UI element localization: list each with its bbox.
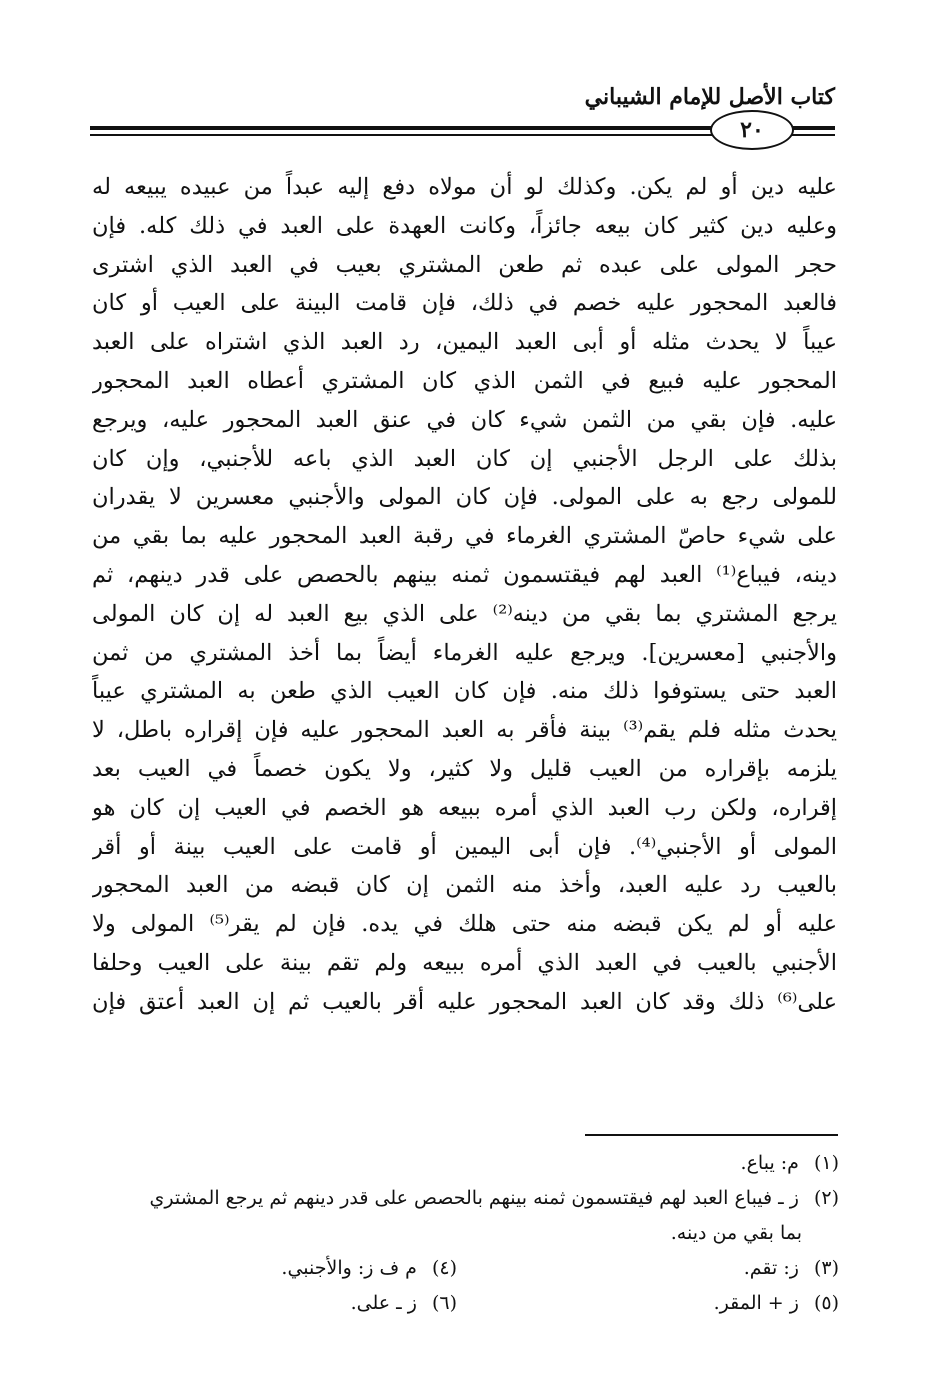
footnote-3: [744, 1253, 839, 1283]
text-line: يرجع المشتري بما بقي من دينه⁽²⁾ على الذي بيع العبد له إن كان المولى: [92, 600, 837, 627]
page-header: [90, 60, 835, 160]
text-line: عيباً لا يحدث مثله أو أبى العبد اليمين، رد العبد الذي اشتراه على العبد: [92, 329, 837, 356]
text-line: على شيء حاصّ المشتري الغرماء في رقبة العبد المحجور عليه بما بقي من: [92, 523, 837, 550]
footnote-number: (٥): [813, 1292, 839, 1314]
text-line: يحدث مثله فلم يقم⁽³⁾ بينة فأقر به العبد المحجور عليه فإن إقراره باطل، لا: [92, 717, 837, 744]
footnote-2: [150, 1183, 839, 1213]
text-line: فالعبد المحجور عليه خصم في ذلك، فإن قامت البينة على العيب أو كان: [92, 290, 837, 317]
footnote-6: [351, 1288, 457, 1318]
text-line: حجر المولى على عبده ثم طعن المشتري بعيب في العبد الذي اشترى: [92, 251, 837, 278]
footnote-5: [714, 1288, 839, 1318]
main-text: [92, 168, 837, 1022]
footnote-number: (٤): [431, 1257, 457, 1279]
text-line: للمولى رجع به على المولى. فإن كان المولى والأجنبي معسرين لا يقدران: [92, 484, 837, 511]
text-line: عليه. فإن بقي من الثمن شيء كان في عنق العبد المحجور عليه، ويرجع: [92, 406, 837, 433]
text-line: عليه أو لم يكن قبضه منه حتى هلك في يده. فإن لم يقر⁽⁵⁾ المولى ولا: [92, 911, 837, 938]
footnote-text: ز + المقر.: [713, 1292, 799, 1314]
text-line: والأجنبي [معسرين]. ويرجع عليه الغرماء أيضاً بما أخذ المشتري من ثمن: [92, 639, 837, 666]
footnote-text: م: يباع.: [740, 1152, 799, 1174]
text-line: الأجنبي بالعيب في العبد الذي أمره ببيعه ولم تقم بينة على العيب وحلفا: [92, 949, 837, 976]
footnote-4: [281, 1253, 457, 1283]
text-line: يلزمه بإقراره من العيب قليل ولا كثير، ولا يكون خصماً في العيب بعد: [92, 755, 837, 782]
footnote-number: (١): [813, 1152, 839, 1174]
footnote-1: [741, 1148, 839, 1178]
footnote-separator: [585, 1134, 838, 1136]
page-number-badge: [710, 110, 794, 150]
footnote-number: (٢): [813, 1187, 839, 1209]
text-line: المحجور عليه فبيع في الثمن الذي كان المشتري أعطاه العبد المحجور: [92, 367, 837, 394]
text-line: دينه، فيباع⁽¹⁾ العبد لهم فيقتسمون ثمنه بينهم بالحصص على قدر دينهم، ثم: [92, 561, 837, 588]
text-line: إقراره، ولكن رب العبد الذي أمره ببيعه هو الخصم في العيب إن كان هو: [92, 794, 837, 821]
book-title: كتاب الأصل للإمام الشيباني: [584, 84, 835, 110]
footnote-number: (٣): [813, 1257, 839, 1279]
footnote-text: م ف ز: والأجنبي.: [281, 1257, 417, 1279]
footnote-text: ز ـ على.: [350, 1292, 417, 1314]
page-number: ٢٠: [740, 117, 764, 143]
footnote-text: ز ـ فيباع العبد لهم فيقتسمون ثمنه بينهم بالحصص على قدر دينهم ثم يرجع المشتري: [149, 1187, 799, 1209]
text-line: عليه دين أو لم يكن. وكذلك لو أن مولاه دفع إليه عبداً من عبيده يبيعه له: [92, 174, 837, 200]
footnote-text: بما بقي من دينه.: [670, 1222, 802, 1244]
text-line: المولى أو الأجنبي⁽⁴⁾. فإن أبى اليمين أو قامت على العيب بينة أو أقر: [92, 833, 837, 860]
text-line: بذلك على الرجل الأجنبي إن كان العبد الذي باعه للأجنبي، وإن كان: [92, 445, 837, 472]
footnote-text: ز: تقم.: [743, 1257, 799, 1279]
text-line: العبد حتى يستوفوا ذلك منه. فإن كان العيب الذي طعن به المشتري عيباً: [92, 678, 837, 705]
text-line: وعليه دين كثير كان بيعه جائزاً، وكانت العهدة على العبد في ذلك كله. فإن: [92, 212, 837, 239]
text-line: على⁽⁶⁾ ذلك وقد كان العبد المحجور عليه أقر بالعيب ثم إن العبد أعتق فإن: [92, 988, 837, 1015]
footnote-2-continuation: [671, 1218, 802, 1248]
text-line: بالعيب رد عليه العبد، وأخذ منه الثمن إن كان قبضه من العبد المحجور: [92, 872, 837, 899]
footnote-number: (٦): [431, 1292, 457, 1314]
